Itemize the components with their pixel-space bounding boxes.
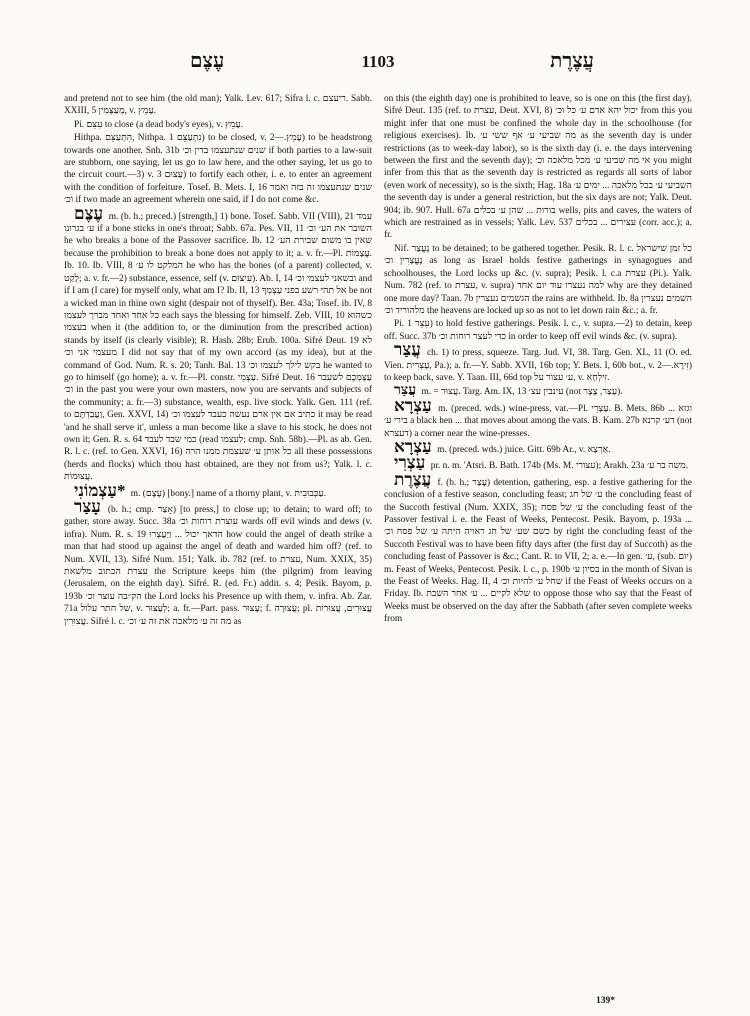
page-number: 1103: [361, 52, 395, 71]
entry-text: and pretend not to see him (the old man); Yalk. Lev. 617; Sifra l. c. ריעצם. Sabb. XXIII, 5 מְעַצְּמִין, v. עָמֵץ.: [64, 94, 372, 117]
entry-text: on this (the eighth day) one is prohibited to leave, so is one on this (the first day). Sifré Deut. 135 (ref. to עצרת, Deut. XVI, 8) יכול יהא אדם ע׳ כל וכ׳ from this you might infer that one must be confined the whole day in the schoolhouse (for religious exercises). Ib. מה שביעי ע׳ אף ששי ע׳ as the seventh day is under restrictions (as to week-day labor), so is the sixth day (i. e. the days intervening between the first and the seventh day); אי מה שביעי ע׳ מכל מלאכה וכ׳ you might infer from this that as the seventh day is restricted as regards all sorts of labor (even work of necessity), so is the sixth; Hag. 18a השביעי ע׳ בכל מלאכה ... ימים ע׳ the seventh day is under a general restriction, but the six days are not; Yalk. Deut. 904; ib. 907. Hull. 67a בורות ... שהן ע׳ בכלים wells, pits and caves, the waters of which are restrained as in vessels; Yalk. Lev. 537 עצירים ... בכלים (corr. acc.); a. fr.: [384, 94, 692, 241]
entry-text: Hithpa. הִתְעַצֵּם, Nithpa. נִתְעַצֵּם 1) to be closed, v. עָמֵץ.—2) to be headstrong towards one another. Snh. 31b שנים שנתעצמו בדין וכ׳ if both parties to a law-suit are stubborn, one saying, let us go to law here, and the other saying, let us go to the circuit court.—3) v. עָצוּם 3) to fortify each other, i. e. to enter an agreement with the condition of forfeiture. Tosef. B. Mets. I, 16 שנים שנתעצמו זה בזה ואמר וכ׳ if two made an agreement wherein one said, if I do not come &c.: [64, 133, 372, 206]
entry-text: m. (עֶצֶם) [bony.] name of a thorny plant, v. עַכְּבוּבִית.: [130, 488, 327, 499]
entry-text: m. (b. h.; preced.) [strength,] 1) bone. Tosef. Sabb. VII (VIII), 21 עמד ע׳ בגרונו if a bone sticks in one's throat; Sabb. 67a. Pes. VII, 11 השובר את הע׳ וכ׳ he who breaks a bone of the Passover sacrifice. Ib. 12 שאין בו משום שבירת הע׳ because the prohibition to break a bone does not apply to it; a. v. fr.—Pl. עֲצָמוֹת. Ib. 10. Ib. VIII, 8 המלקט לו ע׳ he who has the bones (of a parent) collected, v. לָקַט; a. v. fr.—2) substance, essence, self (v. עִיצּוּם). Ab. I, 14 ובשאני לעצמי וכ׳ and if I am (I care) for myself only, what am I? Ib. II, 13 אל תהי רשע בפני עַצְמְךָ be not a wicked man in thine own sight (despair not of thyself). Ber. 43a; Tosef. ib. IV, 8 כל אחד ואחד מברך לעצמו each says the blessing for himself. Zeb. VIII, 10 כשהוא בעצמו when it (the addition to, or the diminution from the prescribed action) stands by itself (is clearly visible); R. Hash. 28b; Erub. 100a. Sifré Deut. 19 לא מעצמי אני וכ׳ I did not say that of my own accord (as my idea), but at the command of God. Num. R. s. 20; Tanh. Bal. 13 בקש לילך לעצמו וכ׳ he wanted to go to himself (go home); a. v. fr.—Pl. constr. עַצְמֵי. Sifré Deut. 16 עַצְמְכֶם לשעבר וכ׳ in the past you were your own masters, now you are servants and subjects of the community; a. fr.—3) substance, wealth, esp. live stock. Yalk. Gen. 111 (ref. to וַעֲבַדְתֶּם, Gen. XXVI, 14) כתיב אם אין ארם נעשה כעבד לעצמו וכ׳ it may be read 'and he shall serve it', unless a man become like a slave to his stock, he does not own it; Gen. R. s. 64 כמי שבד לעבד (read לעצמו; cmp. Snh. 58b).—Pl. as ab. Gen. R. l. c. (ref. to Gen. XXVI, 16) כל אותן ע׳ שעצמת ממנו הרה all these possessions (herds and flocks) which thou hast obtained, are they not from us?; Yalk. l. c. עֲצוּמוֹת.: [64, 211, 372, 483]
text-columns: [64, 93, 692, 993]
entry-text: (b. h.; cmp. אָצַר) [to press,] to close up; to detain; to ward off; to gather, store away. Succ. 38a עוצרת רוחות וכ׳ wards off evil winds and dews (v. infra). Num. R. s. 19 הדאך יכול ... וַיַּעֲצְרוּ how could the angel of death strike a man that had stood up against the angel of death and warded him off? (ref. to Num. XVII, 13). Sifré Num. 151; Yalk. ib. 782 (ref. to עצרת, Num. XXIX, 35) עצרת הכתוב מלשאת the Scripture keeps him (the pilgrim) from leaving (Jerusalem, on the eighth day). Sifré. R. (ed. Fr.) addit. s. 4; Pesik. Bayom, p. 193b הק״בה עוצר וכ׳ the Lord locks his Presence up with them, v. infra. Ab. Zar. 71a של חתר עלול, v. לְעַצּוּר; a. fr.—Part. pass. עָצוּר; f. עֲצוּרָה; pl. עֲצוּרִים, עֲצוּרוֹת עֲצוּרִין. Sifré l. c. מה זה ע׳ מלאכה את זה ע׳ וכ׳ as: [64, 505, 372, 627]
entry-headword: עֶצֶם: [74, 203, 104, 223]
entry-text: ch. 1) to press, squeeze. Targ. Jud. VI, 38. Targ. Gen. XL, 11 (O. ed. Vien. עָצְרִית, Pa.); a. fr.—Y. Sabb. XVII, 16b top; Y. Bets. I, 60b bot., v. זִירָא.—2) to keep back, save. Y. Taan. III, 66d top ע׳ עצור על, v. זִילְחָא.: [384, 348, 692, 383]
entry-text: f. (b. h.; עָצַר) detention, gathering, esp. a festive gathering for the conclusion of a festive season, concluding feast; ע׳ של חג the concluding feast of the Succoth festival (Num. XXIX, 35); ע׳ של פסח the concluding feast of the Passover festival i. e. the Feast of Weeks, Pentecost. Pesik. Bayom, p. 193a ... כשם שע׳ של חג ראויה היתה ע׳ של פסח וכ׳ by right the concluding feast of the Succoth Festival was to have been fifty days after (the first day of Succoth) as the concluding feast of Passover is &c.; Cant. R. to VII, 2; a. e.—In gen. ע׳, (sub. יום) m. Feast of Weeks, Pentecost. Pesik. l. c., p. 190b בסיון ע׳ in the month of Sivan is the Feast of Weeks. Hag. II, 4 שחל ע׳ להיות וכ׳ if the Feast of Weeks occurs on a Friday. Ib. שלא לקיים ... ע׳ אחר השבת to oppose those who say that the Feast of Weeks must be observed on the day after the Sabbath (after seven complete weeks from: [384, 477, 692, 625]
entry-text: Nif. נֶעֱצַר to be detained; to be gathered together. Pesik. R. l. c. כל זמן שישראל נֶעֱצָרִין וכ׳ as long as Israel holds festive gatherings in synagogues and schoolhouses, the Lord locks up &c. (v. supra); Pesik. l. c.a עצרת (Pi.). Yalk. Num. 782 (ref. to עצרת, v. supra) למה נעצרו עוד יום אחד why are they detained one more day? Taan. 7b הגשמים נעצרין the rains are withheld. Ib. 8a השמים נעצרין מלהוריד וכ׳ the heavens are locked up so as not to let down rain &c.; a. fr.: [384, 243, 692, 316]
left-column: [64, 93, 372, 993]
entry-headword: עָצַר: [74, 497, 101, 516]
entry-headword: עַצְרִי: [394, 453, 426, 473]
right-column: [384, 93, 692, 993]
running-head: [64, 50, 692, 74]
dictionary-entry: [64, 93, 372, 118]
dictionary-entry: [64, 132, 372, 206]
dictionary-entry: [384, 318, 692, 343]
dictionary-entry: [384, 243, 692, 317]
dictionary-entry: [384, 340, 692, 384]
entry-headword: עֲצַר: [394, 383, 417, 399]
entry-text: pr. n. m. 'Atsri. B. Bath. 174b (Ms. M. עצורי); Arakh. 23a משה בר ע׳.: [430, 461, 689, 472]
signature-mark: 139*: [596, 996, 615, 1006]
dictionary-entry: [384, 436, 692, 456]
dictionary-entry: [64, 119, 372, 131]
entry-text: Pi. עִצֵּר 1) to hold festive gatherings. Pesik. l. c., v. supra.—2) to detain, keep off. Succ. 37b כדי לעצר רוחות וכ׳ in order to keep off evil winds &c. (v. supra).: [384, 319, 692, 342]
entry-headword: עַצְרָא: [394, 436, 432, 456]
dictionary-entry: [64, 480, 372, 500]
entry-text: m. (preced. wds.) juice. Gitt. 69b Ar., v. אַרְצָא.: [437, 444, 611, 455]
entry-headword: עַצְרָא: [394, 395, 432, 415]
entry-headword: *עַצְמוֹנִי: [74, 480, 126, 500]
entry-headword: עֲצַר: [394, 340, 421, 360]
dictionary-entry: [384, 93, 692, 242]
entry-text: Pi. עִצֵּם to close (a dead body's eyes), v. עָמֵץ.: [74, 119, 244, 130]
dictionary-entry: [384, 395, 692, 440]
header-left-word: עֶצֶם: [190, 50, 225, 72]
header-right-word: עֲצֶרֶת: [550, 50, 594, 72]
dictionary-entry: [384, 469, 692, 626]
entry-headword: עֲצֶרֶת: [394, 469, 432, 489]
dictionary-entry: [64, 203, 372, 484]
entry-text: m. = עֲצוּר. Targ. Am. IX, 13 עינבין עצ׳ (not עָצַר, צֶצֶר).: [421, 387, 623, 398]
entry-text: m. (preced. wds.) wine-press, vat.—Pl. עַצְרֵי. B. Mets. 86b וגזא ... בירי ע׳ a black hen ... that moves about among the vats. B. Kam. 27b דע׳ קרנא (not דעצרא) a corner near the wine-presses.: [384, 403, 692, 439]
dictionary-entry: [64, 497, 372, 628]
